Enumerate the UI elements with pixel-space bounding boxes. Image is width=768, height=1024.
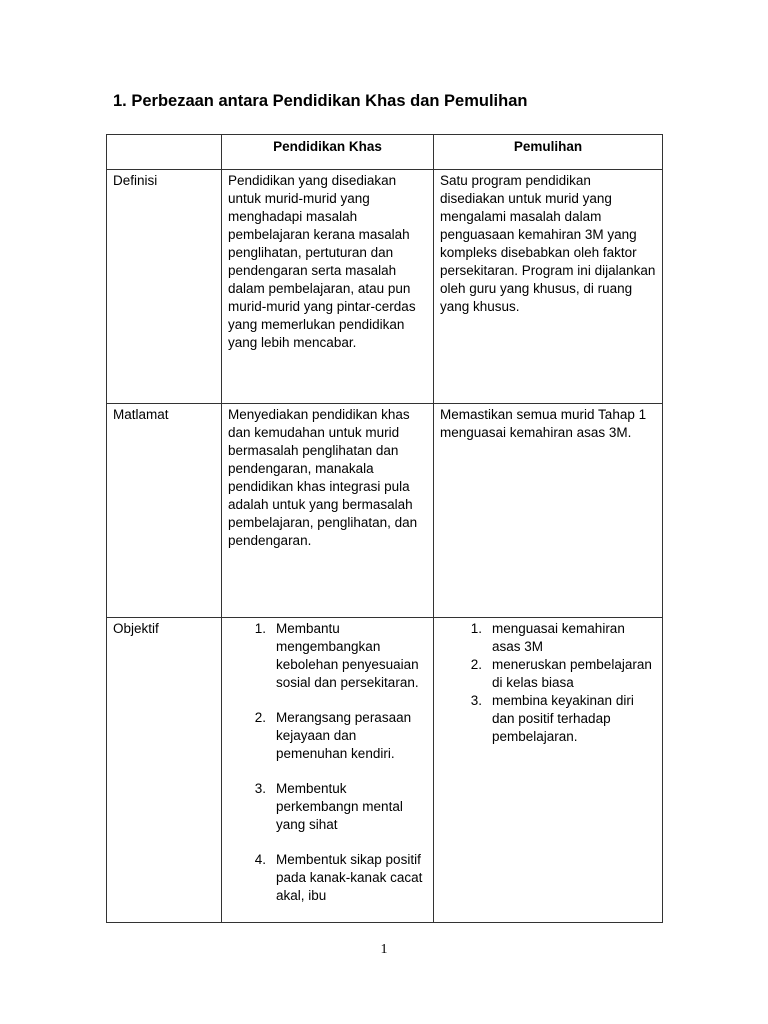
objektif-pemulihan-cell <box>434 618 663 923</box>
page-number: 1 <box>380 942 388 957</box>
list-item <box>228 620 427 692</box>
list-item <box>228 780 427 834</box>
list-item-number: 4. <box>254 852 266 867</box>
list-item-text: membina keyakinan diri dan positif terhadap pembelajaran. <box>492 693 634 744</box>
list-item <box>440 656 656 692</box>
objektif-khas-list <box>228 620 427 905</box>
header-pemulihan: Pemulihan <box>434 135 663 170</box>
table-header-row <box>107 135 663 170</box>
header-empty-cell <box>107 135 222 170</box>
objektif-khas-cell <box>222 618 434 923</box>
list-item-number: 3. <box>470 693 482 708</box>
list-item-number: 1. <box>470 621 482 636</box>
row-label-definisi: Definisi <box>107 170 222 404</box>
list-item-number: 3. <box>254 781 266 796</box>
list-item-text: menguasai kemahiran asas 3M <box>492 621 625 654</box>
list-item-text: Merangsang perasaan kejayaan dan pemenuhan kendiri. <box>276 710 412 761</box>
list-item-number: 2. <box>254 710 266 725</box>
list-item <box>440 620 656 656</box>
list-item-text: Membantu mengembangkan kebolehan penyesuaian sosial dan persekitaran. <box>276 621 419 690</box>
table-row-definisi <box>107 170 663 404</box>
definisi-khas-cell: Pendidikan yang disediakan untuk murid-murid yang menghadapi masalah pembelajaran kerana masalah penglihatan, pertuturan dan pendengaran serta masalah dalam pembelajaran, atau pun murid-murid yang pintar-cerdas yang memerlukan pendidikan yang lebih mencabar. <box>222 170 434 404</box>
table-row-objektif <box>107 618 663 923</box>
list-item <box>228 851 427 905</box>
header-pendidikan-khas: Pendidikan Khas <box>222 135 434 170</box>
comparison-table <box>106 134 663 923</box>
list-item-text: meneruskan pembelajaran di kelas biasa <box>492 657 652 690</box>
list-item-text: Membentuk perkembangn mental yang sihat <box>276 781 403 832</box>
matlamat-pemulihan-cell: Memastikan semua murid Tahap 1 menguasai kemahiran asas 3M. <box>434 404 663 618</box>
list-item <box>440 692 656 746</box>
list-item <box>228 709 427 763</box>
list-item-number: 2. <box>470 657 482 672</box>
matlamat-khas-cell: Menyediakan pendidikan khas dan kemudahan untuk murid bermasalah penglihatan dan pendengaran, manakala pendidikan khas integrasi pula adalah untuk yang bermasalah pembelajaran, penglihatan, dan pendengaran. <box>222 404 434 618</box>
table-row-matlamat <box>107 404 663 618</box>
list-item-text: Membentuk sikap positif pada kanak-kanak cacat akal, ibu <box>276 852 423 903</box>
list-item-number: 1. <box>254 621 266 636</box>
row-label-objektif: Objektif <box>107 618 222 923</box>
objektif-pemulihan-list <box>440 620 656 746</box>
definisi-pemulihan-cell: Satu program pendidikan disediakan untuk murid yang mengalami masalah dalam penguasaan kemahiran 3M yang kompleks disebabkan oleh faktor persekitaran. Program ini dijalankan oleh guru yang khusus, di ruang yang khusus. <box>434 170 663 404</box>
row-label-matlamat: Matlamat <box>107 404 222 618</box>
page-title: 1. Perbezaan antara Pendidikan Khas dan Pemulihan <box>113 92 528 110</box>
